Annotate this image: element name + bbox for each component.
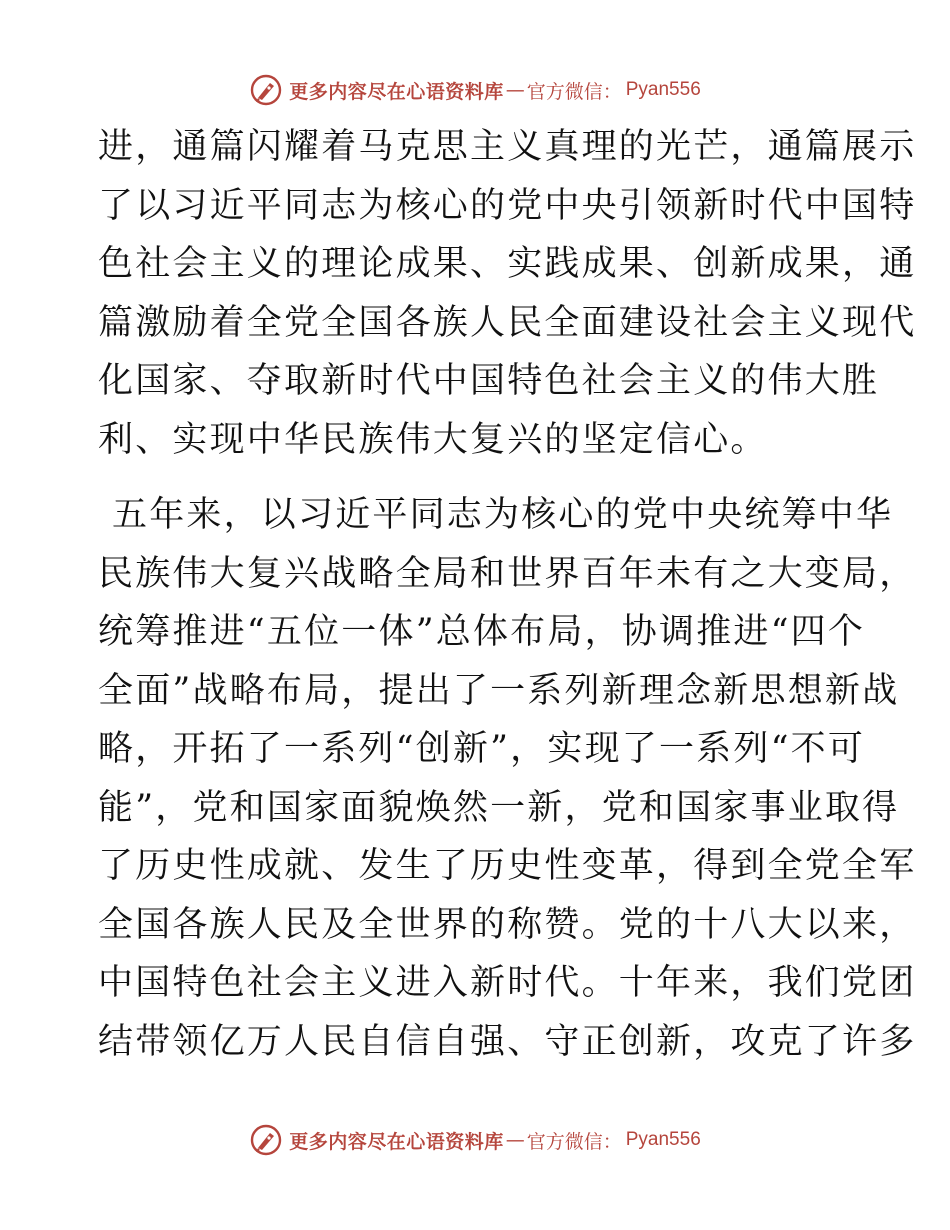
wechat-label: 官方微信： [526,80,622,103]
text-line: 篇激励着全党全国各族人民全面建设社会主义现代 [98,302,917,343]
text-line: 略，开拓了一系列“创新”，实现了一系列“不可 [98,729,866,769]
text-line: 统筹推进“五位一体”总体布局，协调推进“四个 [98,612,866,652]
text-line: 中国特色社会主义进入新时代。十年来，我们党团 [98,963,917,1003]
text-line: 五年来，以习近平同志为核心的党中央统筹中华 [112,495,894,535]
text-line: 了历史性成就、发生了历史性变革，得到全党全军 [98,846,917,886]
brand-name: 更多内容尽在心语资料库 [289,80,504,103]
text-line: 利、实现中华民族伟大复兴的坚定信心。 [98,419,768,460]
wechat-account: Pyan556 [625,1129,701,1150]
paragraph-2 [98,486,917,1071]
banner-separator: — [505,79,525,101]
text-line: 全国各族人民及全世界的称赞。党的十八大以来， [98,904,917,945]
text-line: 进，通篇闪耀着马克思主义真理的光芒，通篇展示 [98,127,917,167]
banner-separator: — [505,1129,525,1151]
footer-banner [0,1120,950,1160]
header-banner [0,70,950,110]
wechat-account: Pyan556 [625,79,701,100]
brand-name: 更多内容尽在心语资料库 [289,1130,504,1153]
document-body [98,118,917,1071]
text-line: 化国家、夺取新时代中国特色社会主义的伟大胜 [98,361,880,401]
text-line: 民族伟大复兴战略全局和世界百年未有之大变局， [98,553,917,594]
wechat-label: 官方微信： [526,1130,622,1153]
text-line: 了以习近平同志为核心的党中央引领新时代中国特 [98,185,917,226]
paragraph-1 [98,118,917,469]
text-line: 能”，党和国家面貌焕然一新，党和国家事业取得 [98,787,900,828]
text-line: 全面”战略布局，提出了一系列新理念新思想新战 [98,670,900,711]
text-line: 结带领亿万人民自信自强、守正创新，攻克了许多 [98,1021,917,1062]
pen-nib-circle-icon [249,73,283,107]
text-line: 色社会主义的理论成果、实践成果、创新成果，通 [98,244,917,284]
pen-nib-circle-icon [249,1123,283,1157]
